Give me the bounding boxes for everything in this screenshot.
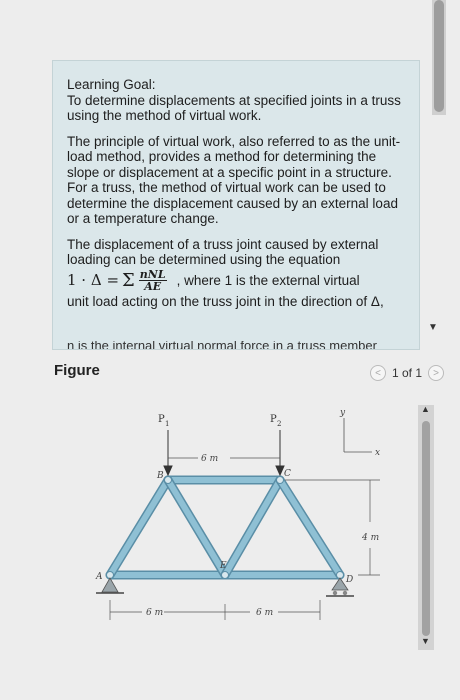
bottom-dimension-left: 6 m bbox=[146, 608, 164, 618]
cutoff-text: n is the internal virtual normal force in a truss member bbox=[67, 341, 377, 350]
label-p2: P bbox=[270, 414, 277, 425]
load-p2-arrow bbox=[276, 430, 284, 475]
top-dimension-label: 6 m bbox=[201, 454, 219, 464]
figure-scrollbar[interactable] bbox=[418, 405, 434, 650]
equation-description: , where 1 is the external virtual bbox=[176, 272, 360, 288]
axis-y-label: y bbox=[340, 408, 346, 418]
load-p1-arrow bbox=[164, 430, 172, 475]
equation-line bbox=[67, 268, 407, 294]
truss-diagram bbox=[80, 400, 400, 640]
learning-goal-title: Learning Goal: bbox=[67, 77, 156, 92]
figure-count: 1 of 1 bbox=[392, 366, 423, 380]
axis-x-label: x bbox=[375, 448, 381, 458]
joint-b-pin bbox=[165, 477, 172, 484]
displacement-paragraph-end: unit load acting on the truss joint in the direction of Δ, bbox=[67, 293, 384, 309]
label-p1-sub: 1 bbox=[165, 420, 170, 428]
page-scrollbar[interactable] bbox=[432, 0, 446, 115]
label-joint-b: B bbox=[157, 471, 164, 481]
displacement-paragraph: The displacement of a truss joint caused by external loading can be determined using the equation bbox=[67, 236, 379, 267]
previous-figure-button[interactable]: < bbox=[370, 365, 386, 381]
learning-goal-content bbox=[67, 77, 407, 319]
label-p2-sub: 2 bbox=[277, 420, 282, 428]
learning-goal-text: To determine displacements at specified joints in a truss using the method of virtual work. bbox=[67, 92, 401, 123]
figure-title: Figure bbox=[54, 362, 100, 379]
equation-lhs: 1 · Δ = bbox=[67, 270, 120, 289]
label-joint-e: E bbox=[220, 561, 227, 571]
label-p1: P bbox=[158, 414, 165, 425]
joint-c-pin bbox=[277, 477, 284, 484]
equation-numerator: nNL bbox=[139, 268, 166, 281]
coordinate-axes-icon bbox=[344, 418, 372, 452]
figure-scroll-down-icon[interactable]: ▼ bbox=[421, 636, 430, 646]
learning-goal-box bbox=[52, 60, 420, 350]
equation bbox=[67, 269, 171, 292]
truss-figure bbox=[80, 400, 400, 640]
equation-denominator: AE bbox=[144, 280, 162, 293]
equation-fraction bbox=[139, 269, 167, 292]
bottom-dimension-right: 6 m bbox=[256, 608, 274, 618]
scroll-down-arrow-icon[interactable]: ▼ bbox=[428, 322, 438, 333]
virtual-work-paragraph: The principle of virtual work, also referred to as the unit-load method, provides a method for determining the slope or displacement at a specific point in a structure. For a truss, the method of virtual work can be used to determine the displacement caused by an external load or a temperature change. bbox=[67, 133, 401, 226]
height-dimension-label: 4 m bbox=[362, 533, 380, 543]
next-figure-button[interactable]: > bbox=[428, 365, 444, 381]
figure-scrollbar-thumb[interactable] bbox=[422, 421, 430, 636]
label-joint-a: A bbox=[96, 572, 103, 582]
bottom-dimension-line bbox=[110, 600, 320, 620]
joint-e-pin bbox=[222, 572, 229, 579]
figure-scroll-up-icon[interactable]: ▲ bbox=[421, 404, 430, 414]
sigma-symbol: Σ bbox=[122, 269, 135, 291]
page-scrollbar-thumb[interactable] bbox=[434, 0, 444, 112]
label-joint-d: D bbox=[346, 575, 354, 585]
label-joint-c: C bbox=[284, 469, 291, 479]
figure-pager bbox=[370, 365, 444, 381]
